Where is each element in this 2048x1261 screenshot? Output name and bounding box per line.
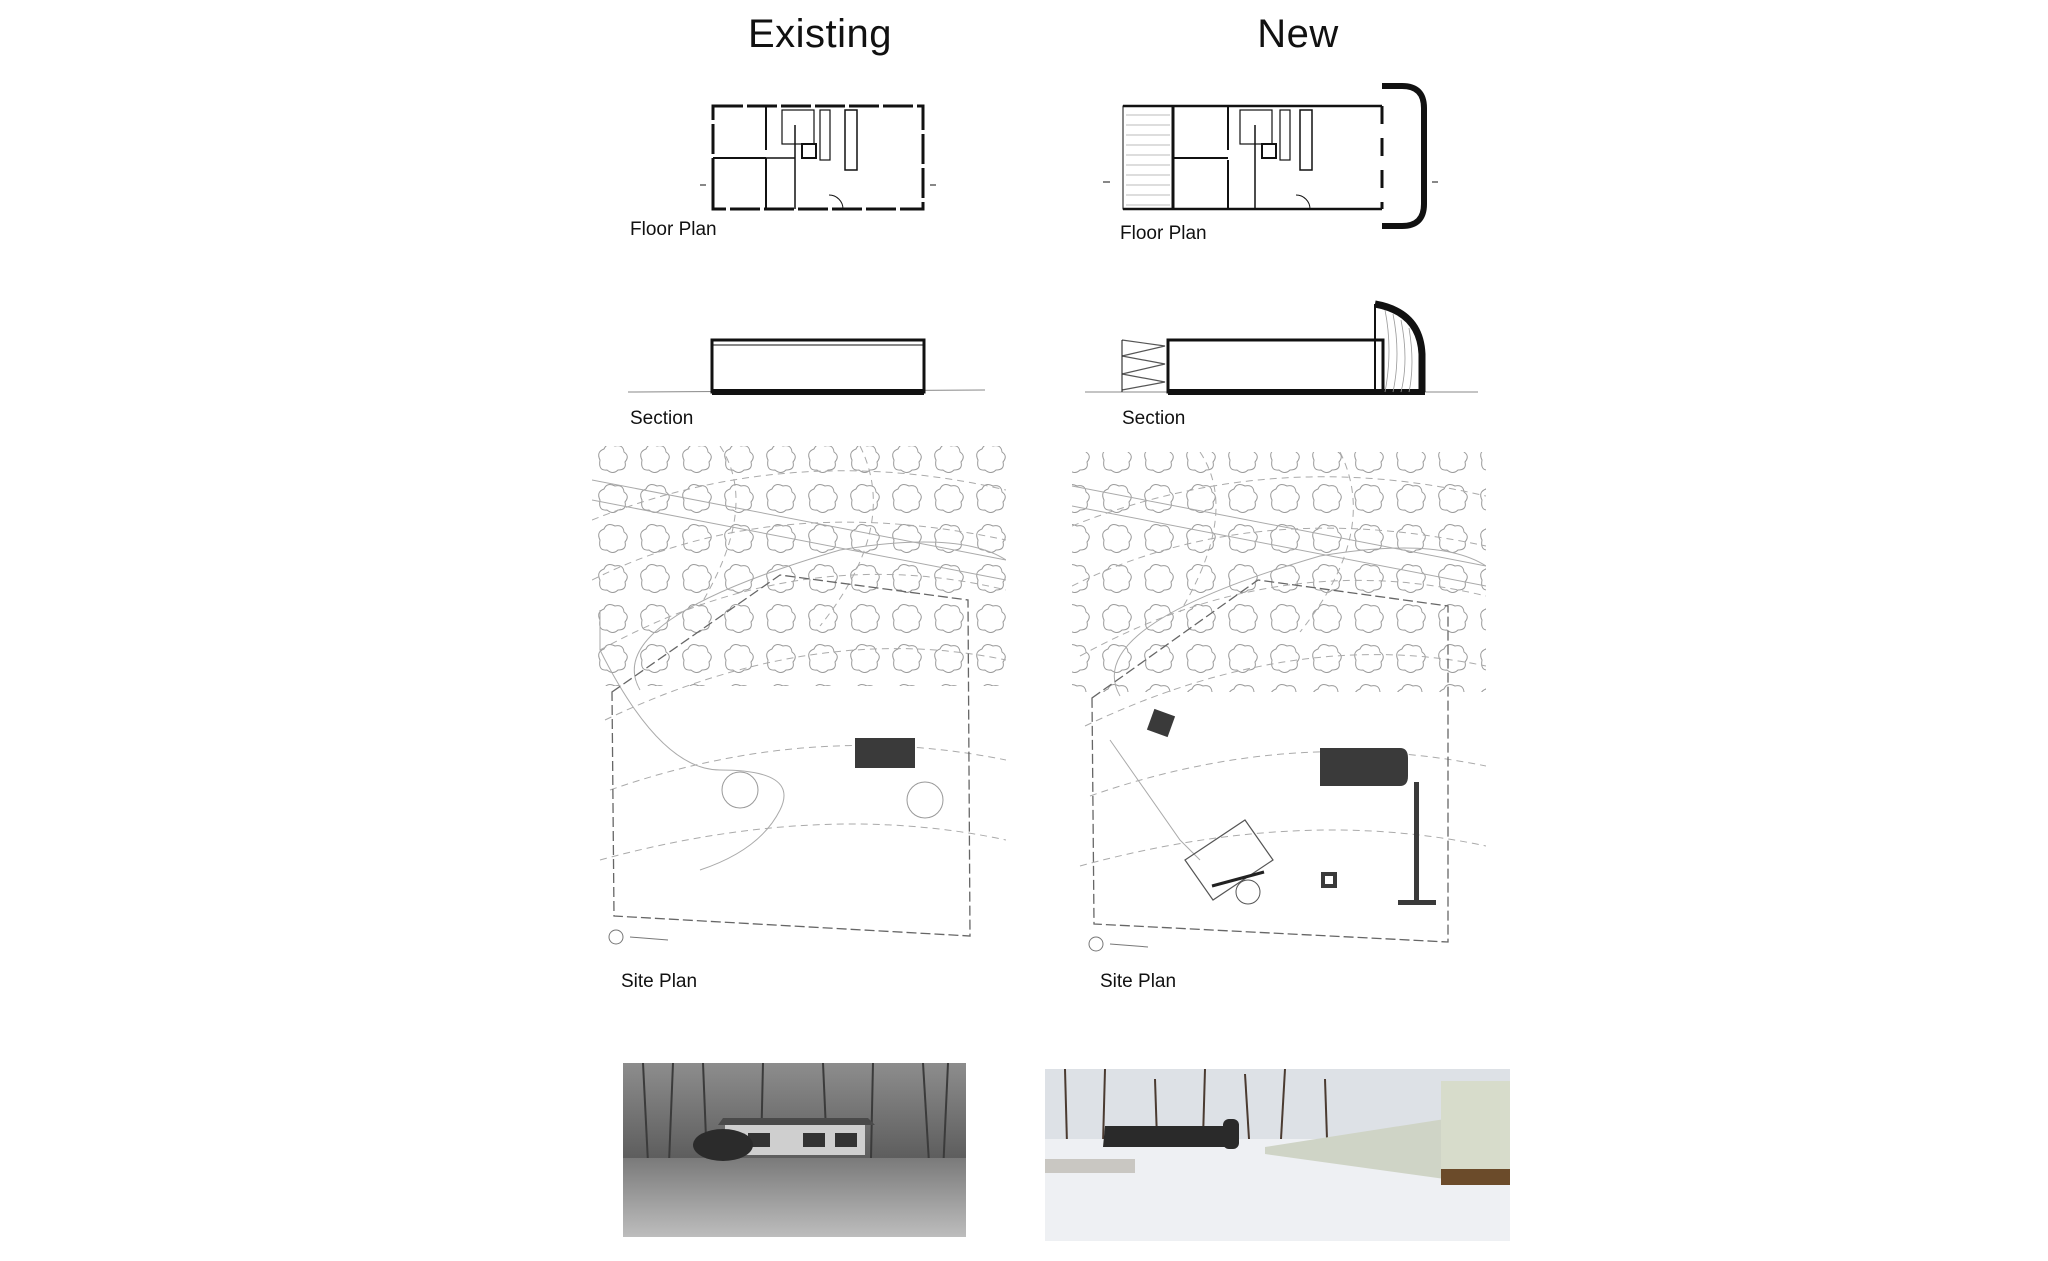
site-plan-new [1072, 452, 1486, 951]
photo-existing-house-icon [623, 1063, 966, 1237]
photo-new-house-icon [1045, 1069, 1510, 1241]
site-plan-existing [592, 446, 1006, 944]
label-floor-plan-new: Floor Plan [1120, 223, 1207, 244]
label-section-existing: Section [630, 408, 694, 429]
floor-plan-existing [700, 106, 936, 209]
heading-new: New [1257, 12, 1339, 56]
heading-existing: Existing [747, 12, 893, 56]
label-section-new: Section [1122, 408, 1186, 429]
photo-existing [623, 1063, 966, 1237]
label-floor-plan-existing: Floor Plan [630, 219, 717, 240]
photo-new [1045, 1069, 1510, 1241]
section-existing [628, 340, 985, 392]
label-site-plan-new: Site Plan [1100, 971, 1177, 992]
section-new [1085, 304, 1478, 392]
floor-plan-new [1103, 86, 1438, 226]
label-site-plan-existing: Site Plan [621, 971, 698, 992]
